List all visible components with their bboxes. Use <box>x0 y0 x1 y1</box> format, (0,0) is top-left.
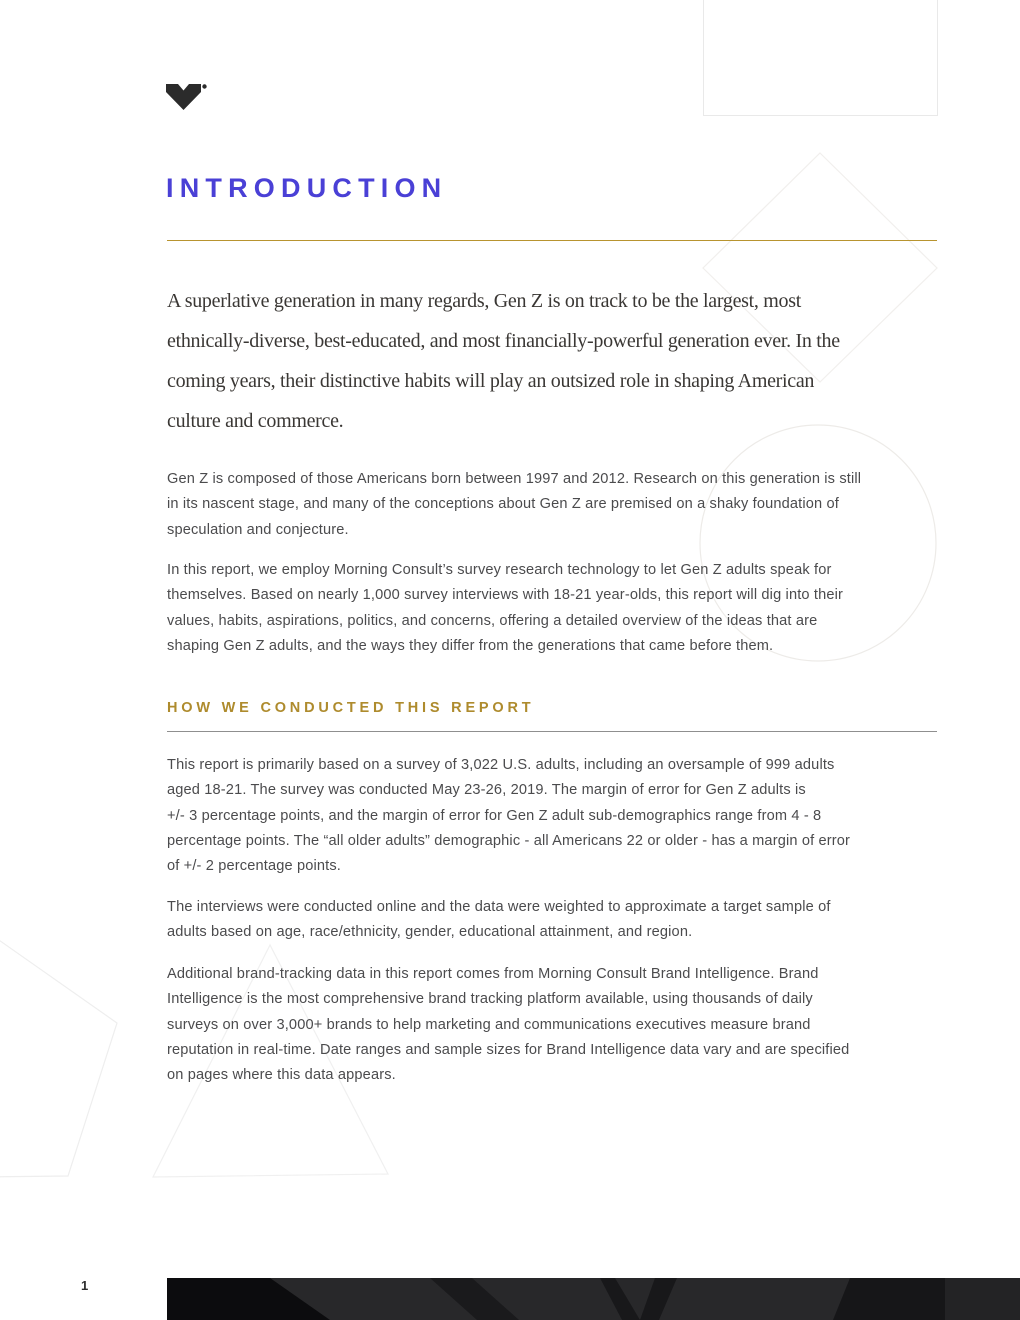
text-line: Additional brand-tracking data in this report comes from Morning Consult Brand Intelligence. Brand <box>167 966 819 982</box>
text-line: speculation and conjecture. <box>167 521 349 538</box>
text-line: themselves. Based on nearly 1,000 survey interviews with 18-21 year-olds, this report will dig into their <box>167 587 844 604</box>
text-line: In this report, we employ Morning Consult’s survey research technology to let Gen Z adults speak for <box>167 562 832 578</box>
page-number: 1 <box>81 1278 89 1293</box>
intro-paragraph-1 <box>167 467 967 543</box>
section-rule <box>167 731 937 732</box>
strip-shape <box>833 1278 945 1320</box>
footer-image-strip <box>167 1278 1020 1320</box>
text-line: A superlative generation in many regards, Gen Z is on track to be the largest, most <box>167 290 801 312</box>
text-line: on pages where this data appears. <box>167 1067 396 1084</box>
methodology-paragraph-2 <box>167 895 967 946</box>
title-rule-gold <box>167 240 937 241</box>
text-line: culture and commerce. <box>167 410 344 432</box>
text-line: values, habits, aspirations, politics, and concerns, offering a detailed overview of the ideas that are <box>167 612 818 629</box>
intro-paragraph-2 <box>167 558 967 659</box>
text-line: adults based on age, race/ethnicity, gender, educational attainment, and region. <box>167 924 693 941</box>
text-line: Gen Z is composed of those Americans born between 1997 and 2012. Research on this generation is still <box>167 471 862 487</box>
text-line: This report is primarily based on a survey of 3,022 U.S. adults, including an oversample of 999 adults <box>167 757 835 773</box>
strip-shape <box>945 1278 1020 1320</box>
methodology-paragraph-3 <box>167 962 967 1088</box>
methodology-paragraph-1 <box>167 753 967 879</box>
morning-consult-logo-icon <box>166 84 210 118</box>
text-line: Intelligence is the most comprehensive brand tracking platform available, using thousands of daily <box>167 991 813 1008</box>
intro-lead-paragraph <box>167 281 967 441</box>
text-line: surveys on over 3,000+ brands to help marketing and communications executives measure brand <box>167 1016 811 1033</box>
top-right-frame-outline <box>703 0 938 116</box>
text-line: percentage points. The “all older adults” demographic - all Americans 22 or older - has a margin of error <box>167 832 851 849</box>
text-line: in its nascent stage, and many of the conceptions about Gen Z are premised on a shaky foundation of <box>167 496 839 513</box>
logo-dot <box>202 84 206 88</box>
text-line: coming years, their distinctive habits will play an outsized role in shaping American <box>167 370 815 392</box>
section-heading-how-we-conducted: HOW WE CONDUCTED THIS REPORT <box>167 700 535 716</box>
text-line: of +/- 2 percentage points. <box>167 858 342 875</box>
page-title: INTRODUCTION <box>166 173 448 203</box>
bottom-left-diamond-outline <box>0 938 117 1177</box>
text-line: ethnically-diverse, best-educated, and most financially-powerful generation ever. In the <box>167 330 840 352</box>
text-line: The interviews were conducted online and the data were weighted to approximate a target sample of <box>167 899 831 915</box>
text-line: +/- 3 percentage points, and the margin of error for Gen Z adult sub-demographics range from 4 - 8 <box>167 807 822 824</box>
text-line: aged 18-21. The survey was conducted May 23-26, 2019. The margin of error for Gen Z adults is <box>167 782 806 799</box>
text-line: reputation in real-time. Date ranges and sample sizes for Brand Intelligence data vary and are specified <box>167 1041 850 1058</box>
text-line: shaping Gen Z adults, and the ways they differ from the generations that came before them. <box>167 637 774 654</box>
